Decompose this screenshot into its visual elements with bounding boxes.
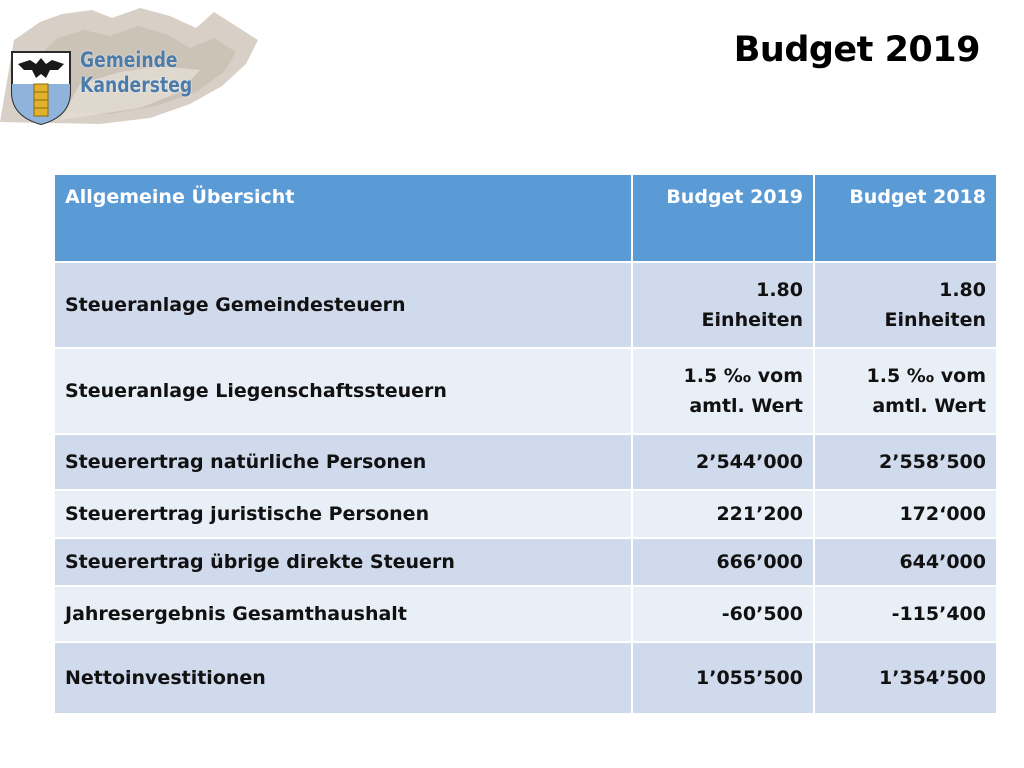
row-label: Steueranlage Liegenschaftssteuern: [54, 348, 632, 434]
row-value-2019: 1.5 ‰ vom amtl. Wert: [632, 348, 814, 434]
budget-table: [53, 173, 998, 715]
logo-line-2: Kandersteg: [80, 73, 193, 97]
row-value-2019: 221’200: [632, 490, 814, 538]
table-row: [54, 434, 997, 490]
header-budget-2019: Budget 2019: [632, 174, 814, 262]
row-value-2019: 666’000: [632, 538, 814, 586]
logo-line-1: Gemeinde: [80, 48, 178, 72]
row-value-2018: 1.80 Einheiten: [814, 262, 997, 348]
table-row: [54, 642, 997, 714]
logo: [0, 0, 262, 130]
header-overview: Allgemeine Übersicht: [54, 174, 632, 262]
row-label: Steueranlage Gemeindesteuern: [54, 262, 632, 348]
row-label: Steuerertrag juristische Personen: [54, 490, 632, 538]
table-row: [54, 538, 997, 586]
table-row: [54, 348, 997, 434]
row-label: Steuerertrag übrige direkte Steuern: [54, 538, 632, 586]
coat-of-arms-icon: [12, 52, 70, 124]
row-value-2018: -115’400: [814, 586, 997, 642]
row-value-2019: 1.80 Einheiten: [632, 262, 814, 348]
row-value-2019: 2’544’000: [632, 434, 814, 490]
page-title: Budget 2019: [733, 30, 980, 70]
row-label: Nettoinvestitionen: [54, 642, 632, 714]
table-row: [54, 490, 997, 538]
table-row: [54, 262, 997, 348]
header-budget-2018: Budget 2018: [814, 174, 997, 262]
table-header-row: [54, 174, 997, 262]
row-value-2018: 172‘000: [814, 490, 997, 538]
row-value-2018: 2’558’500: [814, 434, 997, 490]
table-row: [54, 586, 997, 642]
row-value-2018: 1.5 ‰ vom amtl. Wert: [814, 348, 997, 434]
row-value-2019: -60’500: [632, 586, 814, 642]
row-value-2018: 644’000: [814, 538, 997, 586]
row-label: Steuerertrag natürliche Personen: [54, 434, 632, 490]
row-value-2019: 1’055’500: [632, 642, 814, 714]
row-label: Jahresergebnis Gesamthaushalt: [54, 586, 632, 642]
row-value-2018: 1’354’500: [814, 642, 997, 714]
